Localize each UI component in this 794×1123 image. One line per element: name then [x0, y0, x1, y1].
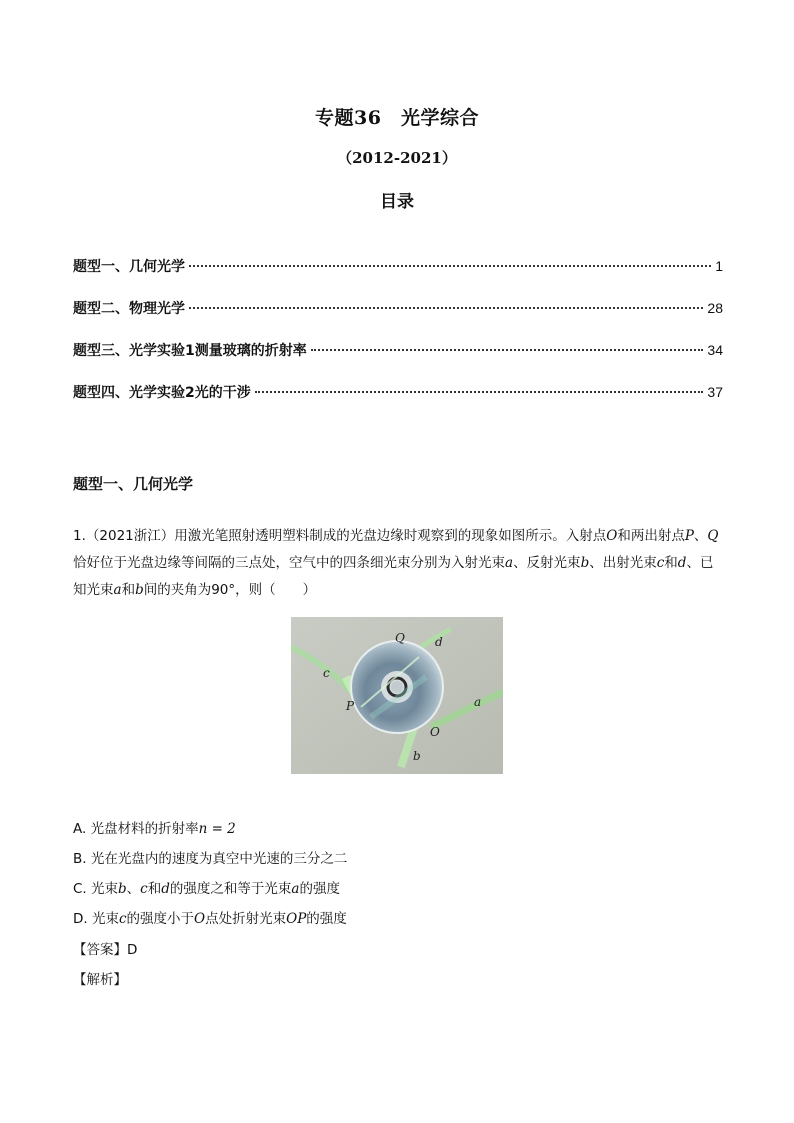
toc-item[interactable] — [73, 340, 723, 382]
label-a: a — [474, 695, 482, 709]
math-var: a — [505, 555, 514, 571]
math-var: a — [113, 582, 122, 598]
math-var: OP — [286, 911, 307, 927]
toc-leader-dots — [255, 391, 704, 393]
question-segment: 、已知光束 — [73, 555, 714, 598]
toc-leader-dots — [311, 349, 704, 351]
document-title: 专题36 光学综合 — [315, 107, 479, 129]
math-var: d — [161, 881, 170, 897]
math-var: b — [135, 582, 144, 598]
label-d: d — [435, 635, 443, 649]
question-segment: 间的夹角为90°，则（ ） — [143, 582, 317, 598]
option-d[interactable] — [73, 904, 723, 934]
math-var: P — [684, 528, 694, 544]
question-segment: 和 — [664, 555, 678, 571]
option-c[interactable] — [73, 874, 723, 904]
option-text: 的强度小于 — [126, 911, 195, 927]
option-text: 、 — [126, 881, 141, 897]
toc-item[interactable] — [73, 298, 723, 340]
math-var: b — [118, 881, 127, 897]
label-P: P — [346, 699, 355, 713]
question-segment: 、出射光束 — [589, 555, 657, 571]
toc-item-page: 28 — [707, 300, 723, 316]
toc-item-page: 1 — [715, 258, 723, 274]
question-source: （2021浙江） — [85, 528, 175, 544]
question-segment: 和两出射点 — [617, 528, 685, 544]
question-number: 1. — [73, 528, 86, 544]
question-segment: 恰好位于光盘边缘等间隔的三点处，空气中的四条细光束分别为入射光束 — [73, 555, 505, 571]
answer-value: D — [127, 942, 138, 958]
option-b[interactable] — [73, 844, 723, 874]
toc-leader-dots — [189, 265, 711, 267]
toc-item-label: 题型一、几何光学 — [73, 259, 185, 275]
option-text: B. 光在光盘内的速度为真空中光速的三分之二 — [73, 851, 348, 867]
option-text: 的强度之和等于光束 — [169, 881, 292, 897]
option-text: C. 光束 — [73, 881, 119, 897]
label-O: O — [430, 725, 440, 739]
question-segment: 、反射光束 — [513, 555, 581, 571]
toc-heading: 目录 — [380, 192, 414, 212]
question-segment: 、 — [693, 528, 708, 544]
answer-line — [73, 938, 137, 958]
math-var: c — [140, 881, 148, 897]
label-b: b — [413, 749, 421, 763]
toc-item-page: 34 — [707, 342, 723, 358]
toc-item-label: 题型二、物理光学 — [73, 301, 185, 317]
answer-label: 【答案】 — [73, 942, 127, 958]
toc-item-page: 37 — [707, 384, 723, 400]
option-text: A. 光盘材料的折射率 — [73, 821, 199, 837]
question-segment: 和 — [121, 582, 136, 598]
option-text: D. 光束 — [73, 911, 119, 927]
table-of-contents — [73, 256, 723, 424]
toc-item-label: 题型四、光学实验2光的干涉 — [73, 385, 251, 401]
question-text — [73, 523, 723, 604]
analysis-label: 【解析】 — [73, 972, 127, 988]
question-segment: 用激光笔照射透明塑料制成的光盘边缘时观察到的现象如图所示。入射点 — [174, 528, 607, 544]
section-heading: 题型一、几何光学 — [73, 475, 194, 493]
label-c: c — [323, 666, 330, 680]
math-var: b — [580, 555, 590, 571]
math-var: O — [194, 911, 206, 927]
toc-item[interactable] — [73, 256, 723, 298]
toc-item[interactable] — [73, 382, 723, 424]
math-var: c — [118, 911, 127, 927]
option-text: 和 — [147, 881, 162, 897]
year-range: （2012-2021） — [337, 149, 457, 167]
option-text: 的强度 — [306, 911, 347, 927]
cd-laser-photo — [291, 617, 503, 774]
toc-leader-dots — [189, 307, 703, 309]
option-text: 点处折射光束 — [205, 911, 287, 927]
option-text: 的强度 — [299, 881, 340, 897]
math-var: d — [677, 555, 687, 571]
math-var: Q — [707, 528, 719, 544]
math-var: a — [291, 881, 300, 897]
label-Q: Q — [395, 631, 405, 645]
math-expression: n = 2 — [198, 821, 236, 837]
answer-options — [73, 814, 723, 934]
math-var: O — [606, 528, 618, 544]
toc-item-label: 题型三、光学实验1测量玻璃的折射率 — [73, 343, 307, 359]
option-a[interactable] — [73, 814, 723, 844]
math-var: c — [656, 555, 665, 571]
